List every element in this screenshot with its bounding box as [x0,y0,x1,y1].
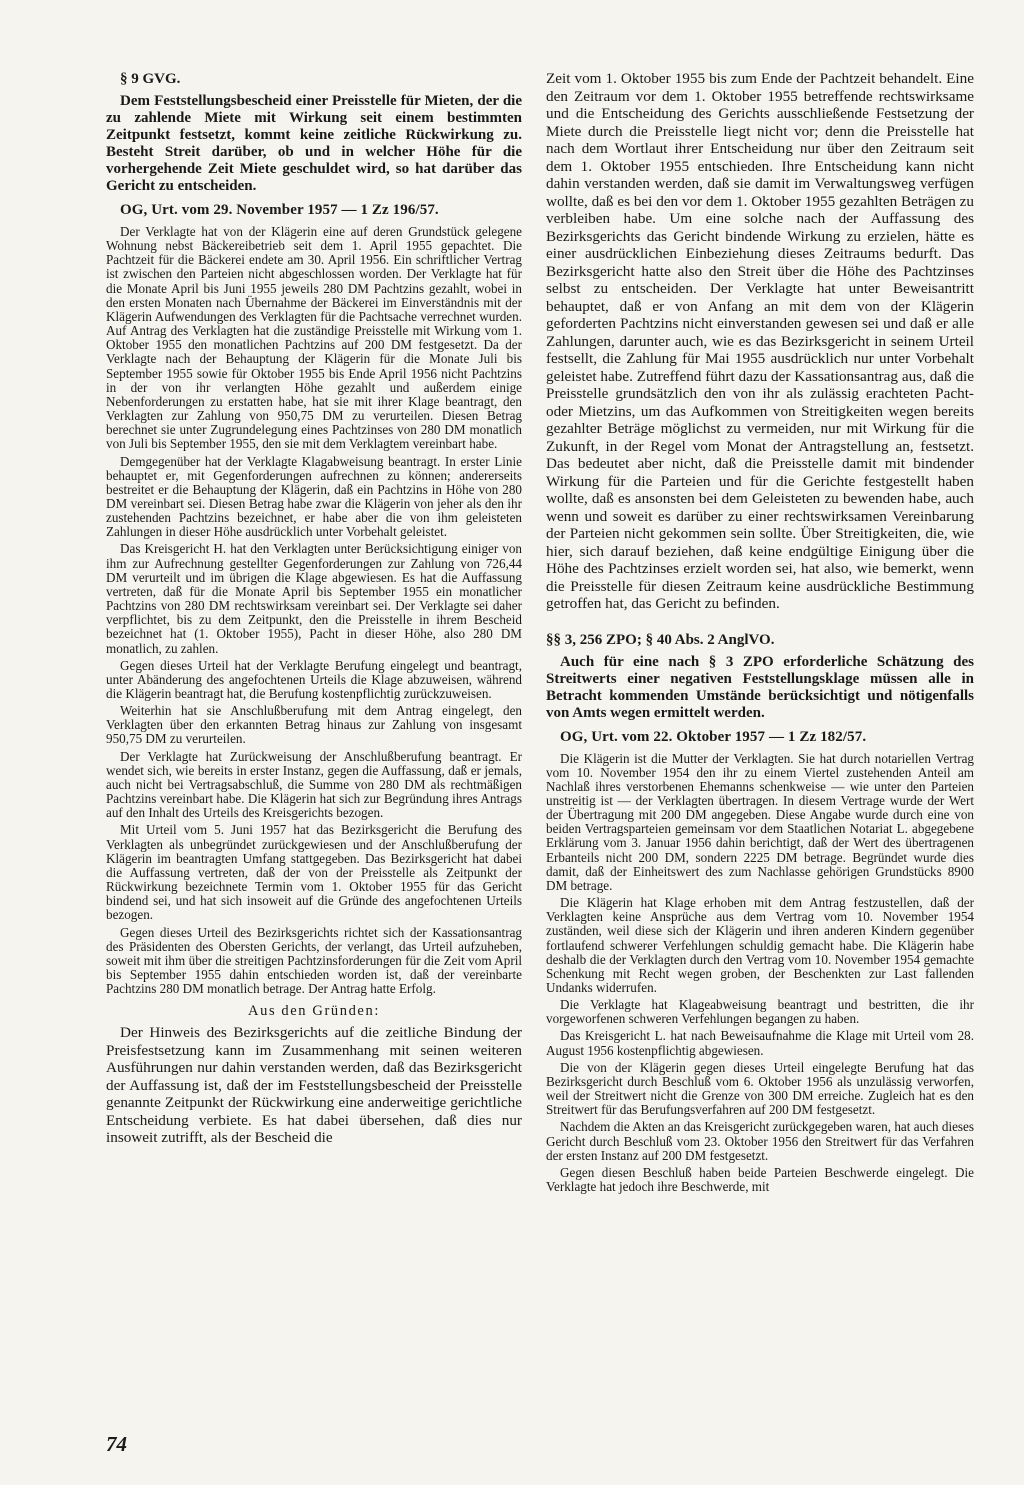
page-number: 74 [106,1432,127,1456]
case2-paragraph: Die Klägerin hat Klage erhoben mit dem Antrag festzustellen, daß der Verklagten keine Ansprüche aus dem Vertrag vom 10. November 1954 zuständen, weil diese sich der Klägerin und ihren anderen Kindern gegenüber fortlaufend schwerer Verfehlungen schuldig gemacht habe. Die Klägerin habe deshalb die der Verklagten durch den Vertrag vom 10. November 1954 gemachte Schenkung mit Recht wegen groben, der Beschenkten zur Last fallenden Undanks widerrufen. [546,895,974,995]
case2-headnote: Auch für eine nach § 3 ZPO erforderliche Schätzung des Streitwerts einer negativen Feststellungsklage müssen alle in Betracht kommenden Umstände berücksichtigt und nötigenfalls von Amts wegen ermittelt werden. [546,653,974,721]
case2-paragraph: Die Klägerin ist die Mutter der Verklagten. Sie hat durch notariellen Vertrag vom 10. November 1954 den ihr zu einem Viertel zustehenden Anteil am Nachlaß ihres verstorbenen Ehemanns schenkweise — wie unter den Parteien unstreitig ist — der Verklagten übertragen. In diesem Vertrage wurde der Wert der Übertragung mit 200 DM angegeben. Diese Angabe wurde durch eine von beiden Vertragsparteien gemeinsam vor dem Staatlichen Notariat L. abgegebene Erklärung vom 3. Januar 1956 dahin berichtigt, daß der Wert des übertragenen Erbanteils nicht 200 DM, sondern 2225 DM betrage. Begründet wurde dies damit, daß der Einheitswert des zum Nachlasse gehörigen Grundstücks 8900 DM betrage. [546,750,974,893]
section-spacer [546,615,974,631]
right-column [546,70,974,1197]
case2-paragraph: Die von der Klägerin gegen dieses Urteil eingelegte Berufung hat das Bezirksgericht durch Beschluß vom 6. Oktober 1956 als unzulässig verworfen, weil der Streitwert nicht die Grenze von 300 DM erreiche. Zugleich hat es den Streitwert für das Berufungsverfahren auf 200 DM festgesetzt. [546,1059,974,1118]
left-column [106,70,522,1149]
reasons-continuation: Zeit vom 1. Oktober 1955 bis zum Ende der Pachtzeit behandelt. Eine den Zeitraum vor dem 1. Oktober 1955 betreffende rechtswirksame und die Entscheidung des Gerichts ausschließende Festsetzung der Miete durch die Preisstelle liegt nicht vor; denn die Preisstelle hat nach dem Wortlaut ihrer Entscheidung nur über den Zeitraum seit dem 1. Oktober 1955 entschieden. Ihre Entscheidung kann nicht dahin verstanden werden, daß sie damit im Verwaltungsweg verfügen wollte, daß es bei den vor dem 1. Oktober 1955 gezahlten Beträgen zu verbleiben habe. Um eine solche nach der Auffassung des Bezirksgerichts das Gericht bindende Wirkung zu erzielen, hätte es einer ausdrücklichen Einbeziehung dieses Zeitraums bedurft. Das Bezirksgericht hatte also den Streit über die Höhe des Pachtzinses selbst zu entscheiden. Der Verklagte hat unter Beweisantritt behauptet, daß er von Anfang an mit dem von der Klägerin geforderten Pachtzins nicht einverstanden gewesen sei und daß er alle Zahlungen, darunter auch, wie es das Bezirksgericht in seinem Urteil festsellt, die Zahlung für Mai 1955 ausdrücklich nur unter Vorbehalt geleistet habe. Zutreffend führt dazu der Kassationsantrag aus, daß die Preisstelle grundsätzlich den von ihr als zulässig erachteten Pacht- oder Mietzins, um das Aufkommen von Streitigkeiten wegen bereits gezahlter Beträge möglichst zu vermeiden, nur mit Wirkung für die Zukunft, in der Regel vom Monat der Antragstellung an, festsetzt. Das bedeutet aber nicht, daß die Preisstelle damit mit bindender Wirkung für die Parteien und für die Gerichte festgestellt haben wollte, daß es ansonsten bei dem Geleisteten zu bewenden habe, auch wenn und soweit es darüber zu einer rechtswirksamen Vereinbarung der Parteien nicht gekommen sein sollte. Über Streitigkeiten, die, wie hier, sich darauf beziehen, daß keine endgültige Einigung über die Höhe des Pachtzinses erzielt worden sei, hat also, wie bemerkt, wenn die Preisstelle für diesen Zeitraum keine ausdrückliche Bestimmung getroffen hat, das Gericht zu befinden. [546,70,974,612]
case1-paragraph: Der Verklagte hat Zurückweisung der Anschlußberufung beantragt. Er wendet sich, wie bereits in erster Instanz, gegen die Auffassung, daß er jemals, auch nicht bei Vertragsabschluß, die Summe von 280 DM als rechtmäßigen Pachtzins vereinbart habe. Die Klägerin hat sich zur Begründung ihres Antrags auf den Inhalt des Urteils des Kreisgerichts bezogen. [106,748,522,821]
case2-paragraph: Das Kreisgericht L. hat nach Beweisaufnahme die Klage mit Urteil vom 28. August 1956 kostenpflichtig abgewiesen. [546,1028,974,1058]
case1-headnote: Dem Feststellungsbescheid einer Preisstelle für Mieten, der die zu zahlende Miete mit Wirkung seit einem bestimmten Zeitpunkt festsetzt, kommt keine zeitliche Rückwirkung zu. Besteht Streit darüber, ob und in welcher Höhe für die vorhergehende Zeit Miete geschuldet wird, so hat darüber das Gericht zu entscheiden. [106,93,522,194]
case1-statute: § 9 GVG. [120,71,181,87]
case1-paragraph: Das Kreisgericht H. hat den Verklagten unter Berücksichtigung einiger von ihm zur Aufrechnung gestellter Gegenforderungen zur Zahlung von 726,44 DM verurteilt und im übrigen die Klage abgewiesen. Es hat die Auffassung vertreten, daß für die Monate April bis September 1955 ein monatlicher Pachtzins von 280 DM rechtswirksam vereinbart sei. Der Verklagte sei daher verpflichtet, bis zu dem Zeitpunkt, den die Preisstelle in ihrem Bescheid bezeichnet hat (1. Oktober 1955), Pacht in dieser Höhe, also 280 DM monatlich, zu zahlen. [106,541,522,656]
case1-paragraph: Der Verklagte hat von der Klägerin eine auf deren Grundstück gelegene Wohnung nebst Bäckereibetrieb seit dem 1. April 1955 gepachtet. Die Pachtzeit für die Bäckerei endete am 30. April 1956. Ein schriftlicher Vertrag ist zwischen den Parteien nicht abgeschlossen worden. Der Verklagte hat für die Monate April bis Juni 1955 jeweils 280 DM Pachtzins gezahlt, wobei in den ersten Monaten nach Übernahme der Bäckerei im Einverständnis mit der Klägerin Aufwendungen des Verklagten für die Pachtsache verrechnet wurden. Auf Antrag des Verklagten hat die zuständige Preisstelle mit Wirkung vom 1. Oktober 1955 den monatlichen Pachtzins auf 200 DM festgesetzt. Da der Verklagte nach der Behauptung der Klägerin für die Monate Juli bis September 1955 sowie für Oktober 1955 bis Ende April 1956 nicht Pachtzins in der von ihr verlangten Höhe gezahlt und außerdem einige Nebenforderungen zu erstatten habe, hat sie mit ihrer Klage beantragt, den Verklagten zur Zahlung von 950,75 DM zu verurteilen. Diesen Betrag berechnet sie unter Zugrundelegung eines Pachtzinses von 280 DM monatlich von Juli bis September 1955, den sie mit dem Verklagtem vereinbart habe. [106,224,522,452]
reasons-heading: Aus den Gründen: [248,1003,380,1020]
case1-paragraph: Demgegenüber hat der Verklagte Klagabweisung beantragt. In erster Linie behauptet er, mit Gegenforderungen aufrechnen zu können; andererseits bestreitet er die Behauptung der Klägerin, daß ein Pachtzins in Höhe von 280 DM vereinbart sei. Diesen Betrag habe zwar die Klägerin von jeher als den ihr zustehenden Pachtzins bezeichnet, er habe aber die von ihm geleisteten Zahlungen in dieser Höhe ausdrücklich unter Vorbehalt geleistet. [106,453,522,540]
case1-paragraph: Mit Urteil vom 5. Juni 1957 hat das Bezirksgericht die Berufung des Verklagten als unbegründet zurückgewiesen und der Anschlußberufung der Klägerin im beantragten Umfang stattgegeben. Das Bezirksgericht hat dabei die Auffassung vertreten, daß der von der Preisstelle als Zeitpunkt der Rückwirkung bezeichnete Termin vom 1. Oktober 1955 für das Gericht bindend sei, und hat sich insoweit auf die Gründe des angefochtenen Urteils bezogen. [106,822,522,923]
case2-statute: §§ 3, 256 ZPO; § 40 Abs. 2 AnglVO. [546,631,775,648]
case2-paragraph: Die Verklagte hat Klageabweisung beantragt und bestritten, die ihr vorgeworfenen schweren Verfehlungen begangen zu haben. [546,997,974,1027]
case1-paragraph: Gegen dieses Urteil des Bezirksgerichts richtet sich der Kassationsantrag des Präsidenten des Obersten Gerichts, der verlangt, das Urteil aufzuheben, soweit mit ihm über die streitigen Pachtzinsforderungen für die Zeit vom April bis September 1955 dahin entschieden worden ist, daß der vereinbarte Pachtzins 280 DM monatlich betrage. Der Antrag hatte Erfolg. [106,924,522,997]
case1-paragraph: Gegen dieses Urteil hat der Verklagte Berufung eingelegt und beantragt, unter Abänderung des angefochtenen Urteils die Klage abzuweisen, während die Klägerin beantragt hat, die Berufung kostenpflichtig zurückzuweisen. [106,657,522,701]
case2-court-reference: OG, Urt. vom 22. Oktober 1957 — 1 Zz 182/57. [560,728,867,745]
reasons-paragraph: Der Hinweis des Bezirksgerichts auf die zeitliche Bindung der Preisfestsetzung kann im Zusammenhang mit seinen weiteren Ausführungen nur dahin verstanden werden, daß das Bezirksgericht der Auffassung ist, daß der im Feststellungsbescheid der Preisstelle genannte Zeitpunkt der Rückwirkung eine anderweitige gerichtliche Entscheidung verbiete. Es hat dabei übersehen, daß dies nur insoweit zutrifft, als der Bescheid die [106,1024,522,1147]
case2-paragraph: Nachdem die Akten an das Kreisgericht zurückgegeben waren, hat auch dieses Gericht durch Beschluß vom 23. Oktober 1956 den Streitwert für das Verfahren der ersten Instanz auf 200 DM festgesetzt. [546,1119,974,1163]
case1-paragraph: Weiterhin hat sie Anschlußberufung mit dem Antrag eingelegt, den Verklagten über den erkannten Betrag hinaus zur Zahlung von insgesamt 950,75 DM zu verurteilen. [106,703,522,747]
case2-paragraph: Gegen diesen Beschluß haben beide Parteien Beschwerde eingelegt. Die Verklagte hat jedoch ihre Beschwerde, mit [546,1164,974,1195]
case1-court-reference: OG, Urt. vom 29. November 1957 — 1 Zz 196/57. [120,202,439,218]
